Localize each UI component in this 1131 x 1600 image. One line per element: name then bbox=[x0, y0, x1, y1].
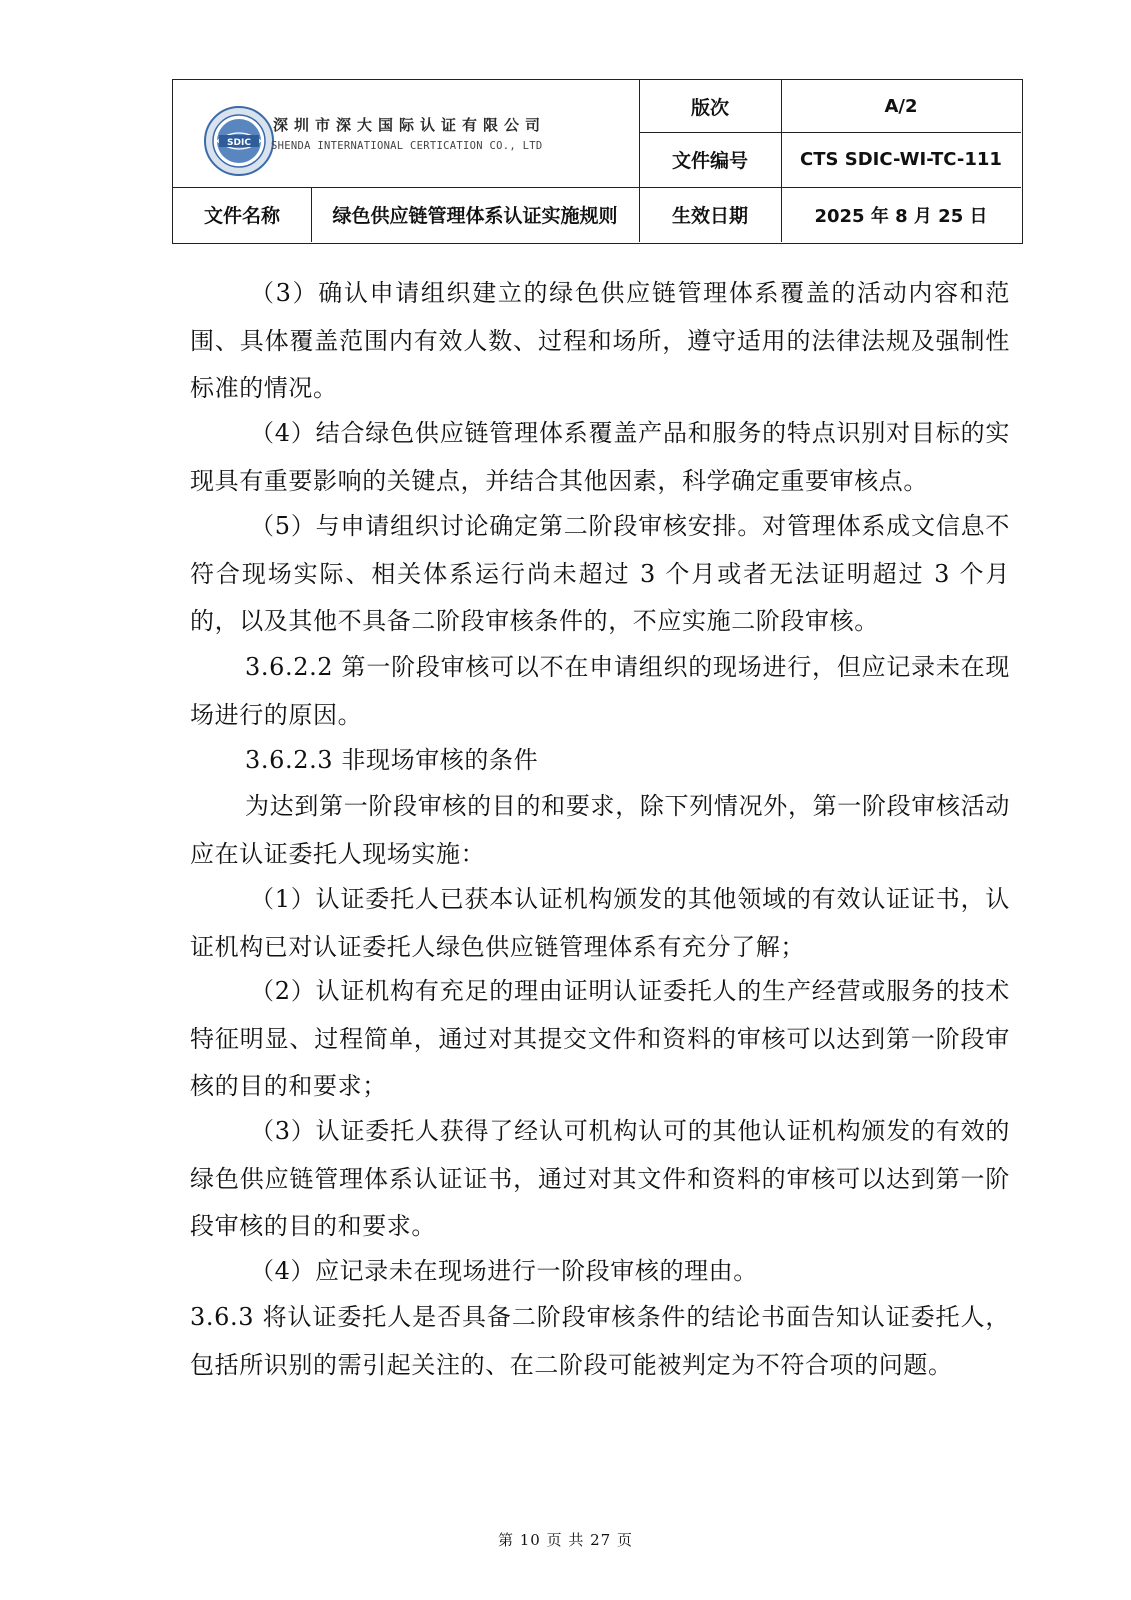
doc-number-value: CTS SDIC-WI-TC-111 bbox=[800, 149, 1002, 170]
heading-3-6-2-3: 3.6.2.3 非现场审核的条件 bbox=[245, 746, 539, 774]
paragraph-item-5: （5）与申请组织讨论确定第二阶段审核安排。对管理体系成文信息不符合现场实际、相关体系运行尚未超过 3 个月或者无法证明超过 3 个月的，以及其他不具备二阶段审核条件的，不应实施二阶段审核。 bbox=[190, 512, 1010, 635]
version-label: 版次 bbox=[690, 96, 729, 119]
paragraph-3-6-2-2: 3.6.2.2 第一阶段审核可以不在申请组织的现场进行，但应记录未在现场进行的原因。 bbox=[190, 653, 1010, 729]
version-value: A/2 bbox=[884, 95, 918, 117]
paragraph-offsite-4: （4）应记录未在现场进行一阶段审核的理由。 bbox=[250, 1257, 758, 1285]
paragraph-offsite-2: （2）认证机构有充足的理由证明认证委托人的生产经营或服务的技术特征明显、过程简单，通过对其提交文件和资料的审核可以达到第一阶段审核的目的和要求； bbox=[190, 977, 1010, 1100]
paragraph-3-6-3: 3.6.3 将认证委托人是否具备二阶段审核条件的结论书面告知认证委托人，包括所识别的需引起关注的、在二阶段可能被判定为不符合项的问题。 bbox=[190, 1303, 1010, 1379]
svg-text:SDIC: SDIC bbox=[227, 138, 251, 148]
paragraph-item-4: （4）结合绿色供应链管理体系覆盖产品和服务的特点识别对目标的实现具有重要影响的关键点，并结合其他因素，科学确定重要审核点。 bbox=[190, 419, 1010, 495]
effective-date-label: 生效日期 bbox=[671, 205, 748, 227]
paragraph-offsite-1: （1）认证委托人已获本认证机构颁发的其他领域的有效认证证书，认证机构已对认证委托人绿色供应链管理体系有充分了解； bbox=[190, 885, 1010, 961]
paragraph-offsite-3: （3）认证委托人获得了经认可机构认可的其他认证机构颁发的有效的绿色供应链管理体系认证证书，通过对其文件和资料的审核可以达到第一阶段审核的目的和要求。 bbox=[190, 1117, 1010, 1240]
doc-name-value: 绿色供应链管理体系认证实施规则 bbox=[332, 205, 618, 227]
company-name-cn: 深圳市深大国际认证有限公司 bbox=[273, 116, 547, 134]
paragraph-offsite-intro: 为达到第一阶段审核的目的和要求，除下列情况外，第一阶段审核活动应在认证委托人现场实施： bbox=[190, 792, 1010, 868]
company-name-en: SHENDA INTERNATIONAL CERTICATION CO., LTD bbox=[271, 140, 543, 152]
doc-number-label: 文件编号 bbox=[671, 150, 748, 172]
doc-name-label: 文件名称 bbox=[203, 205, 280, 227]
company-logo-icon bbox=[203, 105, 275, 177]
effective-date-value: 2025 年 8 月 25 日 bbox=[814, 205, 988, 227]
paragraph-item-3: （3）确认申请组织建立的绿色供应链管理体系覆盖的活动内容和范围、具体覆盖范围内有效人数、过程和场所，遵守适用的法律法规及强制性标准的情况。 bbox=[190, 279, 1010, 402]
document-header-table bbox=[172, 79, 1023, 244]
page-number: 第 10 页 共 27 页 bbox=[497, 1531, 633, 1549]
